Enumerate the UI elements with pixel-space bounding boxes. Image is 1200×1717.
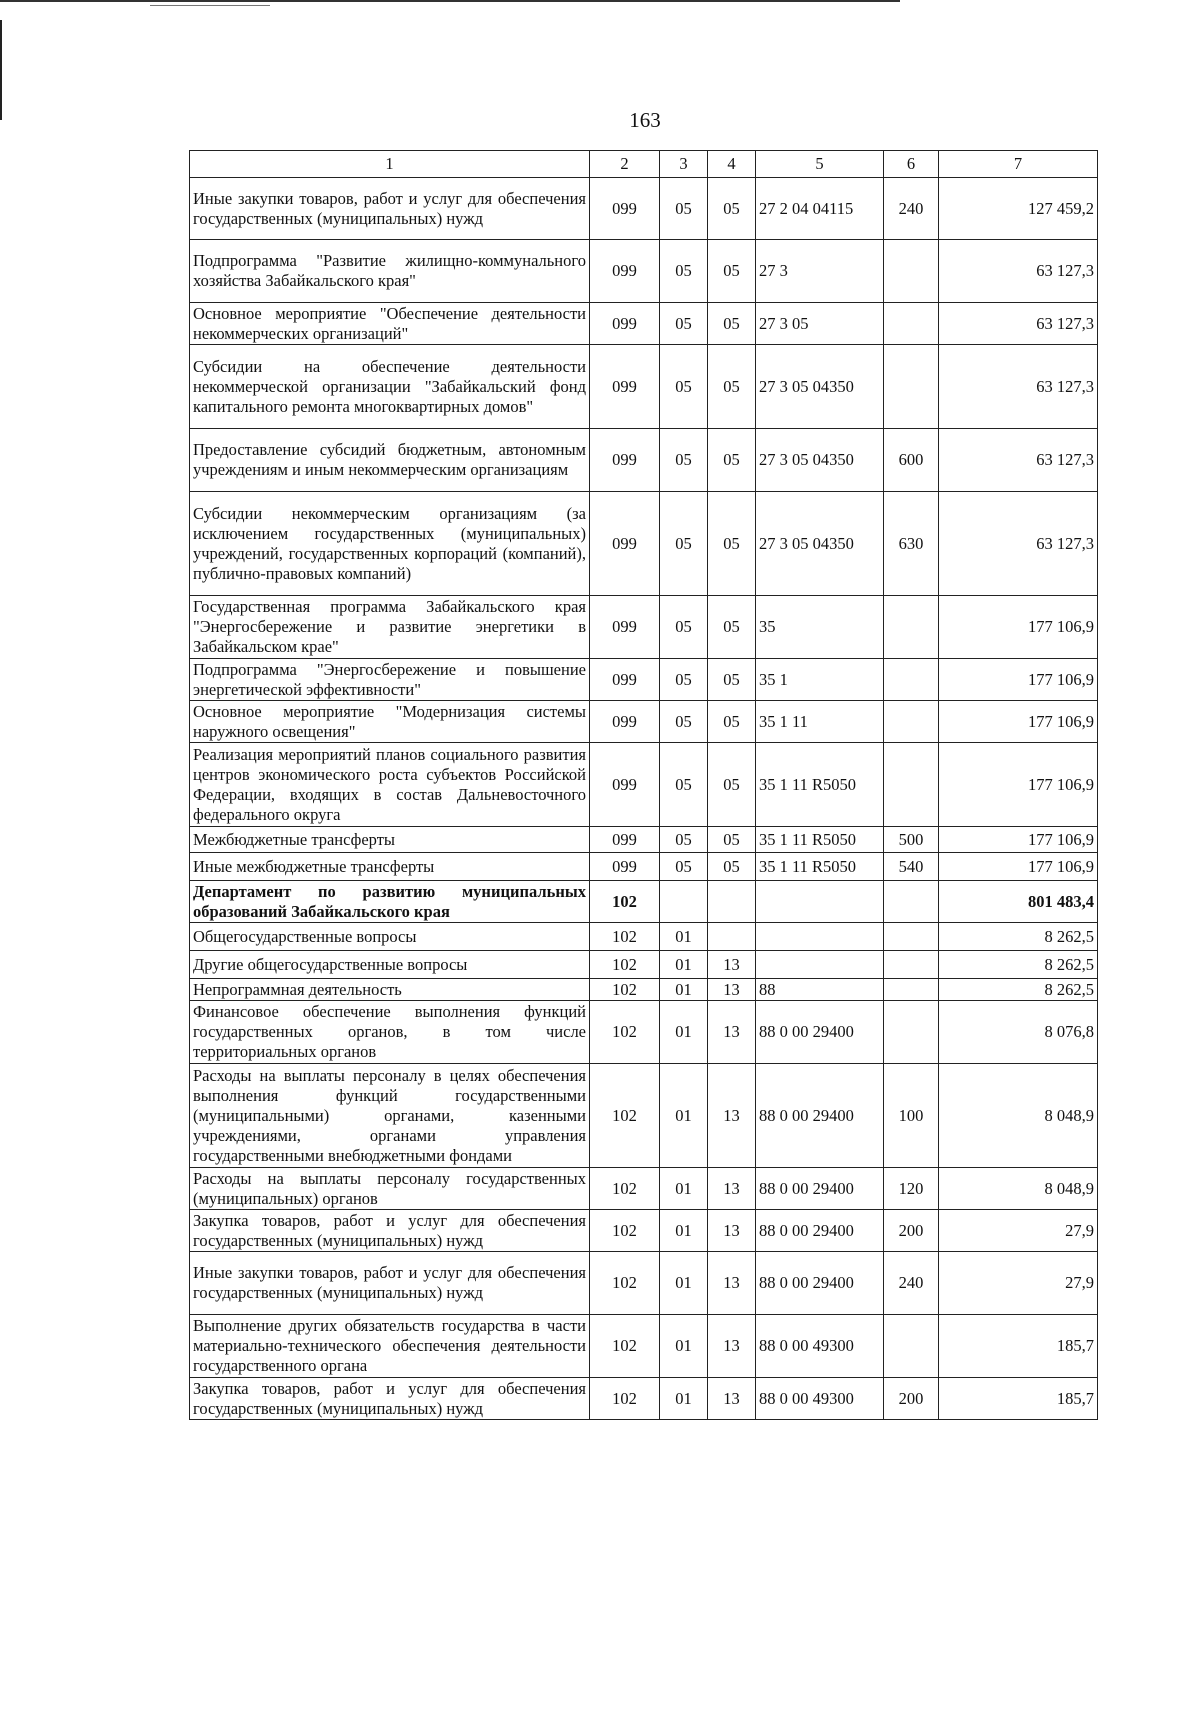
row-amount-cell: 63 127,3 <box>939 492 1098 596</box>
row-expense-type-cell <box>884 701 939 743</box>
row-name-cell: Реализация мероприятий планов социального развития центров экономического роста субъектов Российской Федерации, входящих в состав Дальневосточного федерального округа <box>190 743 590 827</box>
row-section-cell: 01 <box>660 1315 708 1378</box>
row-section-cell: 01 <box>660 1064 708 1168</box>
row-ministry-code-cell: 099 <box>590 743 660 827</box>
row-subsection-cell: 05 <box>708 303 756 345</box>
row-amount-cell: 177 106,9 <box>939 701 1098 743</box>
row-expense-type-cell: 120 <box>884 1168 939 1210</box>
row-section-cell: 01 <box>660 1168 708 1210</box>
row-subsection-cell: 05 <box>708 596 756 659</box>
row-name-cell: Расходы на выплаты персоналу в целях обеспечения выполнения функций государственными (муниципальными) органами, казенными учреждениями, органами управления государственными внебюджетными фондами <box>190 1064 590 1168</box>
table-row <box>190 881 1098 923</box>
row-expense-type-cell <box>884 659 939 701</box>
row-section-cell: 05 <box>660 492 708 596</box>
table-row <box>190 827 1098 853</box>
row-ministry-code-cell: 102 <box>590 1252 660 1315</box>
row-ministry-code-cell: 102 <box>590 923 660 951</box>
row-section-cell: 05 <box>660 596 708 659</box>
row-section-cell: 05 <box>660 345 708 429</box>
row-expense-type-cell <box>884 303 939 345</box>
row-target-code-cell: 88 0 00 29400 <box>756 1001 884 1064</box>
table-row <box>190 303 1098 345</box>
row-ministry-code-cell: 099 <box>590 827 660 853</box>
row-section-cell: 01 <box>660 1001 708 1064</box>
row-amount-cell: 27,9 <box>939 1252 1098 1315</box>
header-col-7: 7 <box>939 151 1098 178</box>
row-expense-type-cell: 500 <box>884 827 939 853</box>
row-section-cell: 01 <box>660 1252 708 1315</box>
row-name-cell: Департамент по развитию муниципальных образований Забайкальского края <box>190 881 590 923</box>
row-ministry-code-cell: 102 <box>590 1064 660 1168</box>
table-header-row <box>190 151 1098 178</box>
table-row <box>190 429 1098 492</box>
row-subsection-cell: 05 <box>708 492 756 596</box>
row-expense-type-cell: 240 <box>884 1252 939 1315</box>
row-target-code-cell: 35 1 11 R5050 <box>756 853 884 881</box>
table-row <box>190 853 1098 881</box>
row-name-cell: Подпрограмма "Энергосбережение и повышение энергетической эффективности" <box>190 659 590 701</box>
row-ministry-code-cell: 102 <box>590 1210 660 1252</box>
row-name-cell: Общегосударственные вопросы <box>190 923 590 951</box>
row-target-code-cell: 35 <box>756 596 884 659</box>
row-subsection-cell: 05 <box>708 178 756 240</box>
row-expense-type-cell <box>884 979 939 1001</box>
table-row <box>190 178 1098 240</box>
row-subsection-cell: 13 <box>708 1210 756 1252</box>
row-expense-type-cell <box>884 1315 939 1378</box>
row-ministry-code-cell: 099 <box>590 240 660 303</box>
row-amount-cell: 63 127,3 <box>939 240 1098 303</box>
budget-table <box>189 150 1098 1420</box>
row-ministry-code-cell: 099 <box>590 701 660 743</box>
row-amount-cell: 63 127,3 <box>939 429 1098 492</box>
row-target-code-cell <box>756 923 884 951</box>
top-scan-line <box>0 0 900 2</box>
row-ministry-code-cell: 102 <box>590 979 660 1001</box>
row-target-code-cell: 35 1 <box>756 659 884 701</box>
table-row <box>190 979 1098 1001</box>
row-name-cell: Основное мероприятие "Обеспечение деятельности некоммерческих организаций" <box>190 303 590 345</box>
row-expense-type-cell: 630 <box>884 492 939 596</box>
row-name-cell: Непрограммная деятельность <box>190 979 590 1001</box>
row-target-code-cell: 27 3 <box>756 240 884 303</box>
row-amount-cell: 177 106,9 <box>939 743 1098 827</box>
row-expense-type-cell: 200 <box>884 1210 939 1252</box>
row-target-code-cell <box>756 951 884 979</box>
row-ministry-code-cell: 102 <box>590 881 660 923</box>
row-target-code-cell: 27 3 05 04350 <box>756 345 884 429</box>
row-section-cell: 05 <box>660 303 708 345</box>
row-ministry-code-cell: 099 <box>590 429 660 492</box>
table-row <box>190 1210 1098 1252</box>
row-section-cell: 05 <box>660 659 708 701</box>
row-ministry-code-cell: 099 <box>590 492 660 596</box>
row-section-cell <box>660 881 708 923</box>
table-row <box>190 1315 1098 1378</box>
table-row <box>190 659 1098 701</box>
row-expense-type-cell <box>884 1001 939 1064</box>
row-target-code-cell: 88 0 00 29400 <box>756 1168 884 1210</box>
row-section-cell: 01 <box>660 951 708 979</box>
row-section-cell: 01 <box>660 1378 708 1420</box>
row-expense-type-cell <box>884 596 939 659</box>
table-row <box>190 492 1098 596</box>
row-ministry-code-cell: 102 <box>590 1001 660 1064</box>
table-row <box>190 596 1098 659</box>
top-scan-mark <box>150 5 270 6</box>
row-name-cell: Подпрограмма "Развитие жилищно-коммунального хозяйства Забайкальского края" <box>190 240 590 303</box>
row-subsection-cell: 13 <box>708 1252 756 1315</box>
row-ministry-code-cell: 099 <box>590 659 660 701</box>
row-ministry-code-cell: 102 <box>590 1315 660 1378</box>
row-ministry-code-cell: 102 <box>590 951 660 979</box>
table-row <box>190 1168 1098 1210</box>
row-subsection-cell: 05 <box>708 429 756 492</box>
row-name-cell: Другие общегосударственные вопросы <box>190 951 590 979</box>
table-row <box>190 1378 1098 1420</box>
table-row <box>190 701 1098 743</box>
row-ministry-code-cell: 102 <box>590 1378 660 1420</box>
row-amount-cell: 8 262,5 <box>939 923 1098 951</box>
row-amount-cell: 177 106,9 <box>939 596 1098 659</box>
row-subsection-cell: 05 <box>708 827 756 853</box>
row-name-cell: Выполнение других обязательств государства в части материально-технического обеспечения деятельности государственного органа <box>190 1315 590 1378</box>
row-subsection-cell: 13 <box>708 951 756 979</box>
row-name-cell: Субсидии на обеспечение деятельности некоммерческой организации "Забайкальский фонд капитального ремонта многоквартирных домов" <box>190 345 590 429</box>
row-section-cell: 01 <box>660 923 708 951</box>
row-section-cell: 01 <box>660 1210 708 1252</box>
table-row <box>190 240 1098 303</box>
row-amount-cell: 27,9 <box>939 1210 1098 1252</box>
row-name-cell: Закупка товаров, работ и услуг для обеспечения государственных (муниципальных) нужд <box>190 1378 590 1420</box>
row-expense-type-cell: 200 <box>884 1378 939 1420</box>
row-amount-cell: 177 106,9 <box>939 827 1098 853</box>
row-name-cell: Иные закупки товаров, работ и услуг для обеспечения государственных (муниципальных) нужд <box>190 178 590 240</box>
row-subsection-cell: 05 <box>708 659 756 701</box>
row-name-cell: Закупка товаров, работ и услуг для обеспечения государственных (муниципальных) нужд <box>190 1210 590 1252</box>
row-name-cell: Государственная программа Забайкальского края "Энергосбережение и развитие энергетики в Забайкальском крае" <box>190 596 590 659</box>
row-target-code-cell: 88 0 00 49300 <box>756 1378 884 1420</box>
row-subsection-cell: 05 <box>708 701 756 743</box>
row-section-cell: 01 <box>660 979 708 1001</box>
table-row <box>190 923 1098 951</box>
row-name-cell: Иные закупки товаров, работ и услуг для обеспечения государственных (муниципальных) нужд <box>190 1252 590 1315</box>
row-target-code-cell: 35 1 11 R5050 <box>756 827 884 853</box>
row-target-code-cell: 35 1 11 R5050 <box>756 743 884 827</box>
row-subsection-cell: 13 <box>708 1001 756 1064</box>
row-expense-type-cell <box>884 743 939 827</box>
row-section-cell: 05 <box>660 743 708 827</box>
row-target-code-cell: 27 3 05 <box>756 303 884 345</box>
left-scan-edge <box>0 20 2 120</box>
row-subsection-cell <box>708 923 756 951</box>
row-name-cell: Финансовое обеспечение выполнения функций государственных органов, в том числе территориальных органов <box>190 1001 590 1064</box>
row-amount-cell: 185,7 <box>939 1315 1098 1378</box>
table-row <box>190 345 1098 429</box>
row-section-cell: 05 <box>660 240 708 303</box>
row-ministry-code-cell: 099 <box>590 345 660 429</box>
row-amount-cell: 8 262,5 <box>939 951 1098 979</box>
row-section-cell: 05 <box>660 701 708 743</box>
table-row <box>190 743 1098 827</box>
row-target-code-cell <box>756 881 884 923</box>
row-section-cell: 05 <box>660 178 708 240</box>
row-amount-cell: 177 106,9 <box>939 659 1098 701</box>
table-row <box>190 1064 1098 1168</box>
row-section-cell: 05 <box>660 853 708 881</box>
row-amount-cell: 801 483,4 <box>939 881 1098 923</box>
table-body <box>190 178 1098 1420</box>
row-expense-type-cell <box>884 881 939 923</box>
row-target-code-cell: 27 3 05 04350 <box>756 492 884 596</box>
row-subsection-cell: 13 <box>708 1315 756 1378</box>
row-subsection-cell: 13 <box>708 1064 756 1168</box>
row-amount-cell: 63 127,3 <box>939 303 1098 345</box>
row-target-code-cell: 27 2 04 04115 <box>756 178 884 240</box>
row-expense-type-cell: 540 <box>884 853 939 881</box>
row-target-code-cell: 88 0 00 49300 <box>756 1315 884 1378</box>
row-name-cell: Субсидии некоммерческим организациям (за исключением государственных (муниципальных) учреждений, государственных корпораций (компаний), публично-правовых компаний) <box>190 492 590 596</box>
row-amount-cell: 63 127,3 <box>939 345 1098 429</box>
row-target-code-cell: 88 0 00 29400 <box>756 1252 884 1315</box>
row-subsection-cell: 05 <box>708 853 756 881</box>
row-target-code-cell: 35 1 11 <box>756 701 884 743</box>
row-subsection-cell <box>708 881 756 923</box>
row-name-cell: Основное мероприятие "Модернизация системы наружного освещения" <box>190 701 590 743</box>
header-col-5: 5 <box>756 151 884 178</box>
row-subsection-cell: 05 <box>708 743 756 827</box>
row-amount-cell: 185,7 <box>939 1378 1098 1420</box>
row-ministry-code-cell: 099 <box>590 178 660 240</box>
header-col-3: 3 <box>660 151 708 178</box>
row-target-code-cell: 88 0 00 29400 <box>756 1064 884 1168</box>
header-col-4: 4 <box>708 151 756 178</box>
table-row <box>190 1252 1098 1315</box>
row-name-cell: Иные межбюджетные трансферты <box>190 853 590 881</box>
row-expense-type-cell <box>884 951 939 979</box>
row-expense-type-cell <box>884 345 939 429</box>
row-section-cell: 05 <box>660 429 708 492</box>
row-target-code-cell: 27 3 05 04350 <box>756 429 884 492</box>
row-subsection-cell: 13 <box>708 979 756 1001</box>
row-amount-cell: 8 262,5 <box>939 979 1098 1001</box>
row-target-code-cell: 88 0 00 29400 <box>756 1210 884 1252</box>
row-amount-cell: 8 076,8 <box>939 1001 1098 1064</box>
header-col-6: 6 <box>884 151 939 178</box>
row-expense-type-cell <box>884 240 939 303</box>
row-expense-type-cell: 100 <box>884 1064 939 1168</box>
page-number: 163 <box>629 108 661 132</box>
row-amount-cell: 8 048,9 <box>939 1168 1098 1210</box>
row-amount-cell: 177 106,9 <box>939 853 1098 881</box>
row-amount-cell: 8 048,9 <box>939 1064 1098 1168</box>
row-target-code-cell: 88 <box>756 979 884 1001</box>
header-col-2: 2 <box>590 151 660 178</box>
header-col-1: 1 <box>190 151 590 178</box>
row-ministry-code-cell: 102 <box>590 1168 660 1210</box>
row-name-cell: Расходы на выплаты персоналу государственных (муниципальных) органов <box>190 1168 590 1210</box>
row-expense-type-cell <box>884 923 939 951</box>
row-expense-type-cell: 240 <box>884 178 939 240</box>
row-ministry-code-cell: 099 <box>590 596 660 659</box>
row-ministry-code-cell: 099 <box>590 853 660 881</box>
row-amount-cell: 127 459,2 <box>939 178 1098 240</box>
row-name-cell: Предоставление субсидий бюджетным, автономным учреждениям и иным некоммерческим организациям <box>190 429 590 492</box>
row-expense-type-cell: 600 <box>884 429 939 492</box>
row-subsection-cell: 05 <box>708 240 756 303</box>
table-row <box>190 1001 1098 1064</box>
row-subsection-cell: 05 <box>708 345 756 429</box>
row-section-cell: 05 <box>660 827 708 853</box>
table-row <box>190 951 1098 979</box>
row-name-cell: Межбюджетные трансферты <box>190 827 590 853</box>
row-subsection-cell: 13 <box>708 1168 756 1210</box>
row-subsection-cell: 13 <box>708 1378 756 1420</box>
row-ministry-code-cell: 099 <box>590 303 660 345</box>
